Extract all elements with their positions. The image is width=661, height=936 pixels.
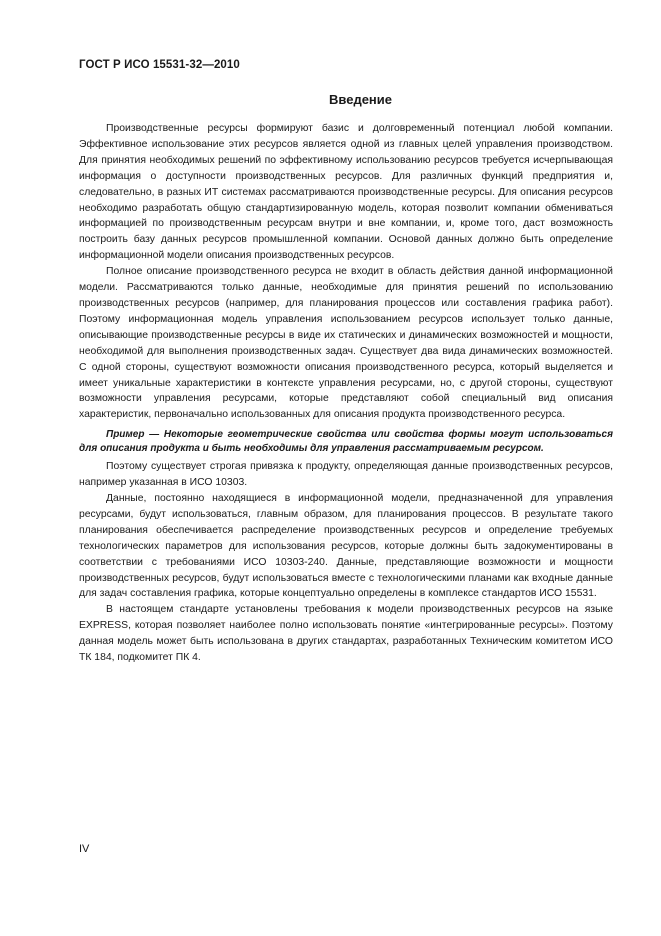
paragraph: Полное описание производственного ресурса не входит в область действия данной информационной модели. Рассматриваются только данные, необходимые для принятия решений по использованию производственных ресурсов (например, для планирования процессов или составления графика работ). Поэтому информационная модель управления использованием ресурсов использует только данные, описывающие производственные ресурсы в виде их статических и динамических возможностей и мощности, необходимой для выполнения производственных задач. Существует два вида динамических возможностей. С одной стороны, существуют возможности описания производственного ресурса, который выделяется и имеет уникальные характеристики в контексте управления ресурсами, но, с другой стороны, существуют возможности управления ресурсами, которые представляют собой специальный вид описания характеристик, первоначально использованных для описания продукта производственного ресурса. [79,266,613,421]
example-label: Пример — [106,429,160,441]
paragraph: Поэтому существует строгая привязка к продукту, определяющая данные производственных ресурсов, например указанная в ИСО 10303. [79,461,613,489]
standard-code-header: ГОСТ Р ИСО 15531-32—2010 [79,59,240,71]
paragraph: Производственные ресурсы формируют базис и долговременный потенциал любой компании. Эффективное использование этих ресурсов является одной из главных целей управления производством. Для принятия необходимых решений по эффективному использованию ресурсов требуется исчерпывающая информация о доступности производственных ресурсов. Для различных функций предприятия и, следовательно, в разных ИТ системах рассматриваются производственные ресурсы. Для описания ресурсов необходимо разработать общую стандартизированную модель, которая позволит компании обмениваться информацией по производственным ресурсам внутри и вне компании, и, кроме того, даст возможность построить базу данных ресурсов промышленной компании. Основой данных должно быть определение информационной модели описания производственных ресурсов. [79,123,613,262]
body-text [79,121,613,666]
example-text: Некоторые геометрические свойства или свойства формы могут использоваться для описания продукта и быть необходимы для управления рассматриваемым ресурсом. [79,429,613,454]
page-number: IV [79,843,90,855]
paragraph: Данные, постоянно находящиеся в информационной модели, предназначенной для управления ресурсами, будут использоваться, главным образом, для планирования процессов. В результате такого планирования обеспечивается распределение производственных ресурсов и определение требуемых технологических параметров для использования ресурсов, которые должны быть задокументированы в соответствии с требованиями ИСО 10303-240. Данные, представляющие возможности и мощности производственных ресурсов, будут использоваться вместе с технологическими планами как входные данные для задач составления графика, которые концептуально определены в комплексе стандартов ИСО 15531. [79,493,613,600]
example-note [79,428,613,455]
section-title: Введение [329,92,392,107]
paragraph: В настоящем стандарте установлены требования к модели производственных ресурсов на языке EXPRESS, которая позволяет наиболее полно использовать понятие «интегрированные ресурсы». Поэтому данная модель может быть использована в других стандартах, разработанных Техническим комитетом ИСО ТК 184, подкомитет ПК 4. [79,604,613,664]
